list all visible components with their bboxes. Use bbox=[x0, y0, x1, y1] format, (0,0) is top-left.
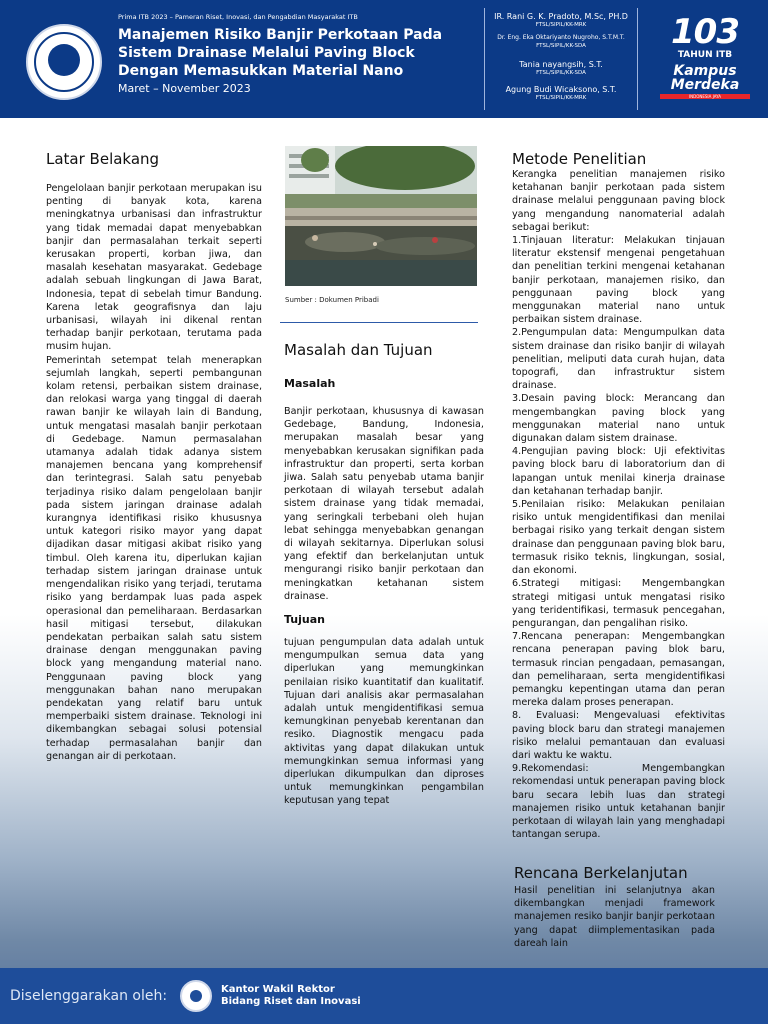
metode-section bbox=[512, 150, 725, 841]
metode-step: 7.Rencana penerapan: Mengembangkan rencana penerapan paving blok baru, termasuk rincian pengadaan, pemasangan, dan pemeliharaan, serta mengidentifikasi pemangku kepentingan utama dan peran mereka dalam proses penerapan. bbox=[512, 631, 725, 709]
metode-step: 6.Strategi mitigasi: Mengembangkan strategi mitigasi untuk mengatasi risiko yang teridentifikasi, termasuk pencegahan, pengurangan, dan pengalihan risiko. bbox=[512, 578, 725, 629]
anniversary-number: 103 bbox=[671, 12, 739, 52]
rencana-section bbox=[514, 864, 715, 950]
masalah-tujuan-heading: Masalah dan Tujuan bbox=[284, 341, 433, 359]
anniversary-label: TAHUN ITB bbox=[677, 50, 733, 60]
author-name: Agung Budi Wicaksono, S.T. bbox=[505, 85, 617, 94]
tujuan-heading: Tujuan bbox=[284, 613, 325, 627]
author-entry bbox=[485, 12, 637, 29]
metode-heading: Metode Penelitian bbox=[512, 150, 647, 168]
metode-intro: Kerangka penelitian manajemen risiko ketahanan banjir perkotaan pada sistem drainase melalui penggunaan paving block yang mengandung nanomaterial adalah sebagai berikut: bbox=[512, 169, 725, 233]
event-line: Prima ITB 2023 – Pameran Riset, Inovasi, dan Pengabdian Masyarakat ITB bbox=[118, 13, 358, 21]
masalah-paragraph: Banjir perkotaan, khususnya di kawasan Gedebage, Bandung, Indonesia, merupakan masalah besar yang menyebabkan kerusakan signifikan pada infrastruktur dan properti, serta korban jiwa. Salah satu penyebab utama banjir perkotaan di wilayah tersebut adalah sistem drainase yang tidak memadai, yang seringkali terbebani oleh hujan lebat sehingga menyebabkan genangan di wilayah sekitarnya. Diperlukan solusi yang efektif dan berkelanjutan untuk mengurangi risiko banjir perkotaan dan meningkatkan ketahanan sistem drainase. bbox=[284, 406, 484, 602]
author-entry bbox=[485, 33, 637, 50]
section-divider bbox=[280, 322, 478, 323]
metode-step: 4.Pengujian paving block: Uji efektivitas paving block baru di laboratorium dan di lapangan untuk menilai kinerja drainase dan ketahanan terhadap banjir. bbox=[512, 446, 725, 497]
rencana-paragraph: Hasil penelitian ini selanjutnya akan dikembangkan menjadi framework manajemen resiko banjir banjir perkotaan yang dapat diimplementasikan pada dareah lain bbox=[514, 885, 715, 949]
office-line: Kantor Wakil Rektor bbox=[221, 984, 335, 995]
metode-step-list bbox=[512, 234, 725, 841]
anniversary-logo bbox=[650, 14, 760, 99]
author-list bbox=[484, 8, 638, 110]
metode-step: 2.Pengumpulan data: Mengumpulkan data sistem drainase dan risiko banjir di wilayah penelitian, meliputi data curah hujan, data topografi, dan infrastruktur sistem drainase. bbox=[512, 327, 725, 392]
author-entry bbox=[485, 60, 637, 77]
itb-logo-emblem bbox=[48, 44, 80, 76]
author-affiliation: FTSL/SIPIL/KK-MRK bbox=[535, 22, 587, 28]
office-line: Bidang Riset dan Inovasi bbox=[221, 996, 361, 1007]
author-name: Dr. Eng. Eka Oktariyanto Nugroho, S.T.M.T. bbox=[497, 34, 625, 41]
latar-belakang-paragraph: Pemerintah setempat telah menerapkan sejumlah langkah, seperti pembangunan kolam retensi, perbaikan sistem drainase, dan relokasi warga yang tinggal di daerah rawan banjir ke wilayah lain di Bandung, untuk mengatasi masalah banjir perkotaan di Gedebage. Namun permasalahan utamanya adalah tidak adanya sistem manajemen bencana yang komprehensif dan terintegrasi. Salah satu penyebab terjadinya risiko dalam pengelolaan banjir pada sistem jaringan drainase adalah kurangnya identifikasi risiko khususnya untuk kategori risiko mayor yang dapat dijadikan dasar mitigasi akibat risiko yang timbul. Oleh karena itu, diperlukan kajian terhadap sistem jaringan drainase untuk mengendalikan risiko yang terjadi, terutama risiko yang berdampak luas pada aspek operasional dan pemeliharaan. Berdasarkan hasil mitigasi tersebut, dilakukan pendekatan perbaikan salah satu sistem drainase dengan menggunakan paving block yang mengandung material nano. Penggunaan paving block yang menggunakan bahan nano merupakan pendekatan yang relatif baru untuk memperbaiki sistem drainase. Teknologi ini dikembangkan sebagai solusi potensial terhadap permasalahan banjir dan genangan air di perkotaan. bbox=[46, 354, 262, 762]
flood-photo-image bbox=[285, 146, 477, 286]
kampus-merdeka-stripe: INDONESIA JAYA bbox=[660, 94, 750, 99]
organizer-label: Diselenggarakan oleh: bbox=[10, 988, 168, 1004]
itb-small-logo-emblem bbox=[190, 990, 202, 1002]
author-affiliation: FTSL/SIPIL/KK-SDA bbox=[536, 43, 586, 49]
author-name: IR. Rani G. K. Pradoto, M.Sc, PH.D bbox=[494, 12, 628, 21]
rencana-heading: Rencana Berkelanjutan bbox=[514, 864, 688, 882]
organizer-office bbox=[221, 984, 361, 1008]
metode-step: 9.Rekomendasi: Mengembangkan rekomendasi untuk penerapan paving block baru secara lebih luas dan strategi manajemen risiko untuk ketahanan banjir perkotaan di wilayah lain yang menghadapi tantangan serupa. bbox=[512, 763, 725, 841]
metode-step: 3.Desain paving block: Merancang dan mengembangkan paving block yang menggunakan material nano untuk digunakan dalam sistem drainase. bbox=[512, 393, 725, 445]
latar-belakang-section bbox=[46, 150, 262, 763]
masalah-tujuan-section bbox=[284, 341, 484, 808]
author-entry bbox=[485, 85, 637, 102]
tujuan-paragraph: tujuan pengumpulan data adalah untuk mengumpulkan semua data yang diperlukan yang memungkinkan penilaian risiko kuantitatif dan kualitatif. Tujuan dari analisis akar permasalahan adalah untuk mengidentifikasi semua kemungkinan penyebab kerentanan dan resiko. Diagnostik mengacu pada aktivitas yang dapat dilakukan untuk memungkinkan semua informasi yang diperlukan dikumpulkan dan diproses untuk memungkinkan pengambilan keputusan yang tepat bbox=[284, 637, 484, 807]
author-affiliation: FTSL/SIPIL/KK-SDA bbox=[536, 70, 586, 76]
header-banner bbox=[0, 0, 768, 118]
poster-period: Maret – November 2023 bbox=[118, 82, 251, 95]
footer-bar bbox=[0, 968, 768, 1024]
metode-step: 5.Penilaian risiko: Melakukan penilaian risiko untuk mengidentifikasi dan menilai berbagai risiko yang terkait dengan sistem drainase dan penggunaan paving blok baru, termasuk risiko teknis, lingkungan, sosial, dan ekonomi. bbox=[512, 499, 725, 577]
author-affiliation: FTSL/SIPIL/KK-MRK bbox=[535, 95, 587, 101]
masalah-heading: Masalah bbox=[284, 377, 336, 390]
itb-small-logo bbox=[180, 980, 212, 1012]
poster-title: Manajemen Risiko Banjir Perkotaan Pada Sistem Drainase Melalui Paving Block Dengan Memasukkan Material Nano bbox=[118, 27, 443, 79]
flood-photo bbox=[285, 146, 477, 286]
itb-logo bbox=[26, 24, 102, 100]
metode-step: 1.Tinjauan literatur: Melakukan tinjauan literatur ekstensif mengenai pengetahuan dan penelitian terkini mengenai ketahanan banjir perkotaan, manajemen risiko, dan penggunaan paving block yang menggunakan material nano untuk perbaikan sistem drainase. bbox=[512, 235, 725, 326]
author-name: Tania nayangsih, S.T. bbox=[519, 60, 603, 69]
photo-caption: Sumber : Dokumen Pribadi bbox=[285, 296, 379, 304]
kampus-merdeka-logo: Kampus Merdeka bbox=[670, 63, 740, 93]
metode-step: 8. Evaluasi: Mengevaluasi efektivitas paving block baru dan strategi manajemen risiko melalui pemantauan dan evaluasi dari waktu ke waktu. bbox=[512, 710, 725, 761]
latar-belakang-heading: Latar Belakang bbox=[46, 150, 160, 168]
latar-belakang-paragraph: Pengelolaan banjir perkotaan merupakan isu penting di banyak kota, karena meningkatnya urbanisasi dan infrastruktur yang tidak memadai dapat menyebabkan banjir dan permasalahan terkait seperti kerusakan properti, korban jiwa, dan masalah kesehatan masyarakat. Gedebage adalah sebuah lingkungan di Jawa Barat, Indonesia, tepat di sebelah timur Bandung. Karena letak geografisnya dan laju urbanisasi, wilayah ini dikenal rentan terhadap banjir perkotaan, terutama pada musim hujan. bbox=[46, 183, 262, 353]
